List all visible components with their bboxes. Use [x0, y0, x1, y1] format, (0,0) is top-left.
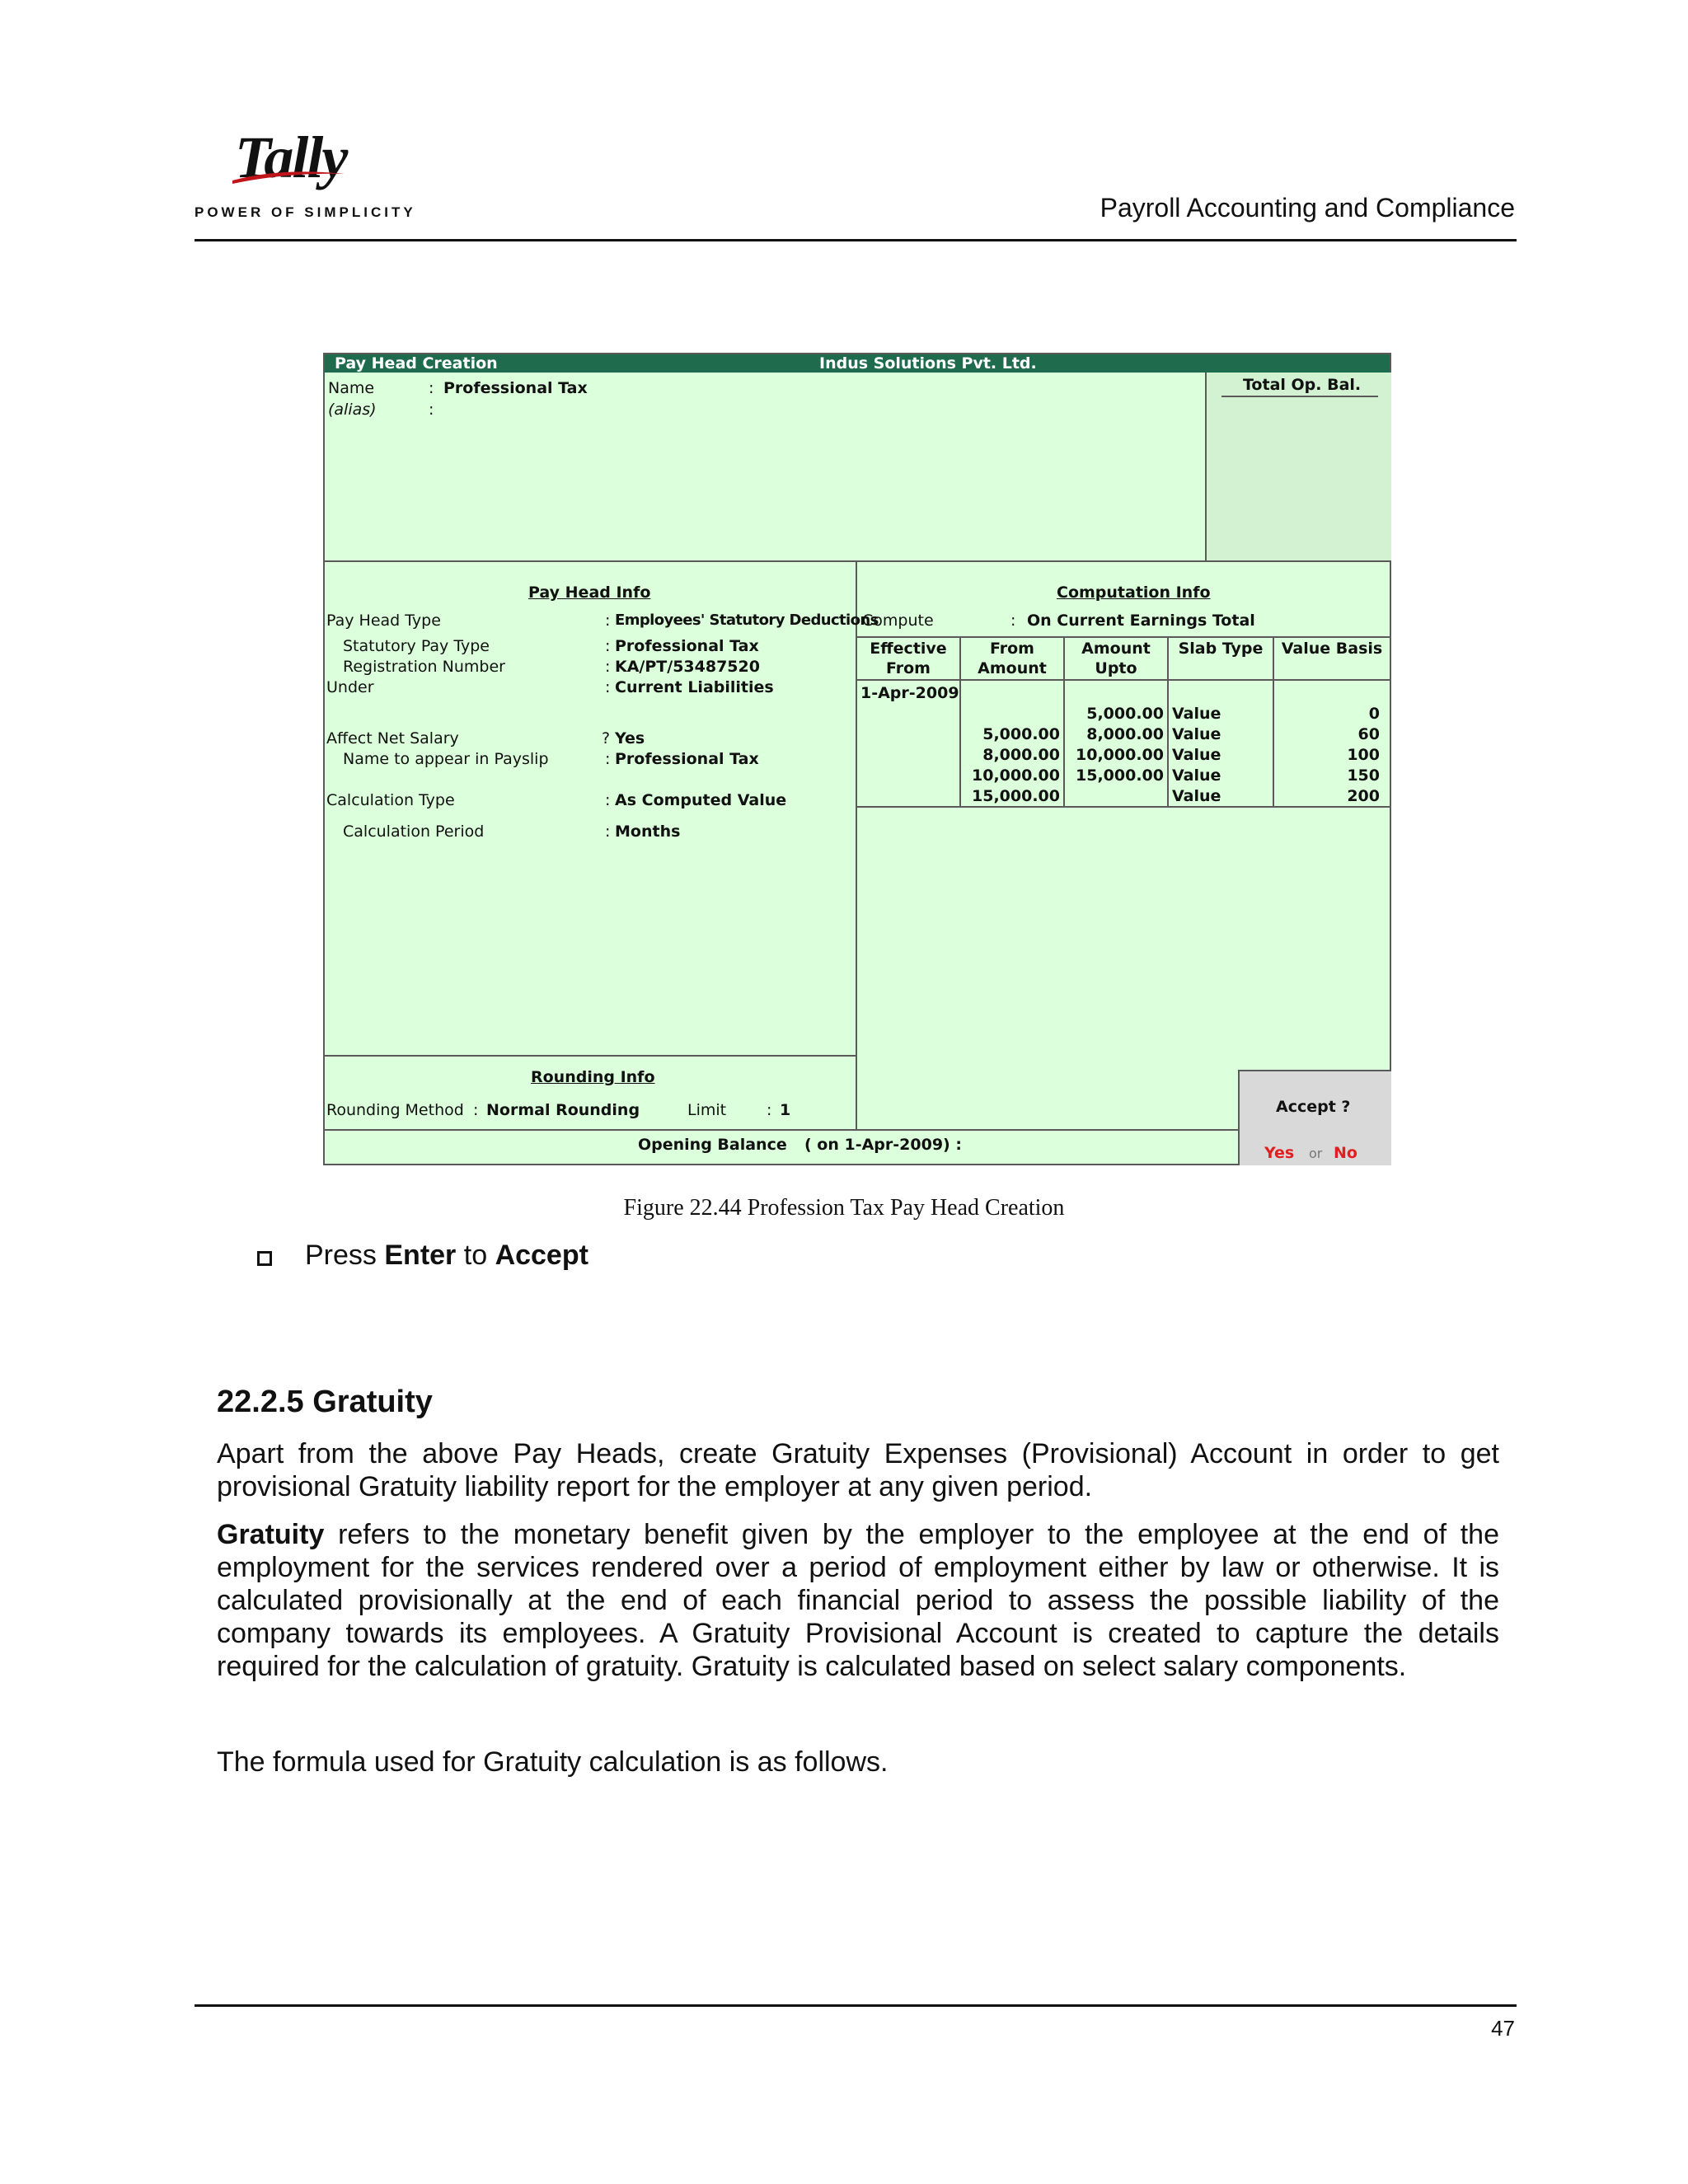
section-divider — [325, 560, 1390, 562]
col-header-upto-line1: Amount — [1081, 640, 1151, 658]
footer-rule — [195, 2004, 1517, 2007]
col-header-value-basis: Value Basis — [1281, 640, 1383, 658]
slab-upto-cell[interactable]: 8,000.00 — [1086, 725, 1164, 743]
slab-value-cell[interactable]: 0 — [1368, 705, 1380, 723]
slab-type-cell[interactable]: Value — [1172, 766, 1221, 785]
slab-table-header-rule — [857, 679, 1390, 681]
slab-upto-cell[interactable]: 15,000.00 — [1076, 766, 1164, 785]
slab-value-cell[interactable]: 100 — [1347, 746, 1380, 764]
calculation-period-sep: : — [605, 823, 611, 841]
name-field[interactable]: Professional Tax — [443, 379, 588, 397]
instruction-to: to — [463, 1240, 488, 1271]
page-number: 47 — [1491, 2016, 1515, 2041]
statutory-pay-type-label: Statutory Pay Type — [343, 637, 490, 655]
slab-col-divider-3 — [1167, 636, 1169, 808]
paragraph-formula-intro: The formula used for Gratuity calculation is as follows. — [217, 1746, 889, 1778]
slab-table-top-rule — [857, 636, 1390, 638]
rounding-method-sep: : — [473, 1101, 479, 1119]
accept-yes-option[interactable]: Yes — [1264, 1144, 1295, 1162]
slab-from-cell[interactable]: 5,000.00 — [982, 725, 1060, 743]
header-title: Payroll Accounting and Compliance — [1100, 193, 1515, 223]
payslip-name-field[interactable]: Professional Tax — [615, 750, 759, 768]
slab-type-cell[interactable]: Value — [1172, 787, 1221, 805]
col-header-from-line2: Amount — [978, 659, 1047, 677]
slab-from-cell[interactable]: 15,000.00 — [972, 787, 1060, 805]
calculation-period-field[interactable]: Months — [615, 823, 681, 841]
compute-label: Compute — [862, 612, 934, 630]
rounding-limit-label: Limit — [687, 1101, 727, 1119]
affect-net-salary-sep: ? — [602, 729, 611, 748]
header-rule — [195, 239, 1517, 241]
rounding-limit-field[interactable]: 1 — [780, 1101, 791, 1119]
instruction-action: Accept — [495, 1240, 588, 1271]
affect-net-salary-field[interactable]: Yes — [615, 729, 645, 748]
slab-value-cell[interactable]: 150 — [1347, 766, 1380, 785]
gratuity-definition-text: refers to the monetary benefit given by the employer to the employee at the end of the employment for the services rendered over a period of employment either by law or otherwise. It is calculated provisionally at the end of each financial period to assess the possible liability of the company towards its employees. A Gratuity Provisional Account is created to capture the details required for the calculation of gratuity. Gratuity is calculated based on select salary components. — [217, 1519, 1499, 1682]
pay-head-type-field[interactable]: Employees' Statutory Deductions — [615, 612, 879, 629]
instruction-press: Press — [305, 1240, 377, 1271]
computation-info-heading: Computation Info — [1057, 583, 1211, 602]
rounding-limit-sep: : — [767, 1101, 772, 1119]
slab-from-cell[interactable]: 10,000.00 — [972, 766, 1060, 785]
payslip-name-sep: : — [605, 750, 611, 768]
slab-table-bottom-rule — [857, 806, 1390, 808]
effective-from-cell[interactable]: 1-Apr-2009 — [860, 684, 959, 702]
instruction-text — [305, 1240, 588, 1272]
screen-titlebar — [325, 354, 1390, 373]
calculation-type-field[interactable]: As Computed Value — [615, 791, 787, 809]
paragraph-gratuity-definition — [217, 1518, 1499, 1683]
opening-balance-divider — [325, 1129, 1240, 1131]
name-label: Name — [328, 379, 375, 397]
logo-swoosh-icon — [231, 169, 346, 185]
col-header-effective-line1: Effective — [870, 640, 947, 658]
accept-question: Accept ? — [1276, 1098, 1351, 1116]
logo-tagline: POWER OF SIMPLICITY — [195, 204, 416, 220]
col-header-from-line1: From — [990, 640, 1034, 658]
pay-head-type-sep: : — [605, 612, 611, 630]
figure-caption: Figure 22.44 Profession Tax Pay Head Creation — [623, 1195, 1065, 1221]
compute-field[interactable]: On Current Earnings Total — [1027, 612, 1255, 630]
compute-sep: : — [1010, 612, 1016, 630]
statutory-pay-type-field[interactable]: Professional Tax — [615, 637, 759, 655]
slab-type-cell[interactable]: Value — [1172, 746, 1221, 764]
registration-number-label: Registration Number — [343, 658, 505, 676]
opening-balance-date: ( on 1-Apr-2009) : — [804, 1136, 962, 1154]
under-field[interactable]: Current Liabilities — [615, 678, 774, 696]
accept-or-text: or — [1309, 1146, 1323, 1161]
rounding-method-label: Rounding Method — [326, 1101, 464, 1119]
total-op-bal-rule — [1221, 396, 1378, 397]
col-header-effective-line2: From — [886, 659, 931, 677]
total-op-bal-label: Total Op. Bal. — [1243, 376, 1362, 394]
slab-value-cell[interactable]: 200 — [1347, 787, 1380, 805]
paragraph-intro: Apart from the above Pay Heads, create Gratuity Expenses (Provisional) Account in order to get provisional Gratuity liability report for the employer at any given period. — [217, 1438, 1499, 1502]
slab-type-cell[interactable]: Value — [1172, 725, 1221, 743]
opening-balance-label: Opening Balance — [638, 1136, 787, 1154]
slab-upto-cell[interactable]: 5,000.00 — [1086, 705, 1164, 723]
calculation-type-label: Calculation Type — [326, 791, 455, 809]
pay-head-info-heading: Pay Head Info — [528, 583, 651, 602]
slab-type-cell[interactable]: Value — [1172, 705, 1221, 723]
tally-logo: Tally — [235, 124, 347, 190]
under-label: Under — [326, 678, 374, 696]
alias-field[interactable]: : — [429, 401, 434, 419]
calculation-type-sep: : — [605, 791, 611, 809]
accept-no-option[interactable]: No — [1334, 1144, 1357, 1162]
registration-number-sep: : — [605, 658, 611, 676]
under-sep: : — [605, 678, 611, 696]
statutory-pay-type-sep: : — [605, 637, 611, 655]
name-sep: : — [429, 379, 434, 397]
gratuity-term: Gratuity — [217, 1519, 325, 1550]
affect-net-salary-label: Affect Net Salary — [326, 729, 459, 748]
slab-from-cell[interactable]: 8,000.00 — [982, 746, 1060, 764]
bullet-square-icon — [257, 1251, 272, 1266]
col-header-upto-line2: Upto — [1095, 659, 1137, 677]
slab-upto-cell[interactable]: 10,000.00 — [1076, 746, 1164, 764]
col-header-slab-type: Slab Type — [1178, 640, 1264, 658]
pay-head-creation-screen — [323, 353, 1391, 1165]
company-name: Indus Solutions Pvt. Ltd. — [819, 354, 1037, 373]
alias-label: (alias) — [328, 401, 377, 419]
accept-dialog — [1238, 1070, 1391, 1165]
registration-number-field[interactable]: KA/PT/53487520 — [615, 658, 760, 676]
slab-value-cell[interactable]: 60 — [1357, 725, 1380, 743]
pay-head-type-label: Pay Head Type — [326, 612, 441, 630]
rounding-method-field[interactable]: Normal Rounding — [486, 1101, 640, 1119]
rounding-divider — [325, 1055, 857, 1057]
total-op-bal-panel — [1205, 373, 1391, 560]
calculation-period-label: Calculation Period — [343, 823, 485, 841]
payslip-name-label: Name to appear in Payslip — [343, 750, 549, 768]
rounding-info-heading: Rounding Info — [531, 1068, 655, 1086]
section-heading: 22.2.5 Gratuity — [217, 1385, 433, 1419]
screen-title: Pay Head Creation — [335, 354, 498, 373]
instruction-key: Enter — [384, 1240, 457, 1271]
